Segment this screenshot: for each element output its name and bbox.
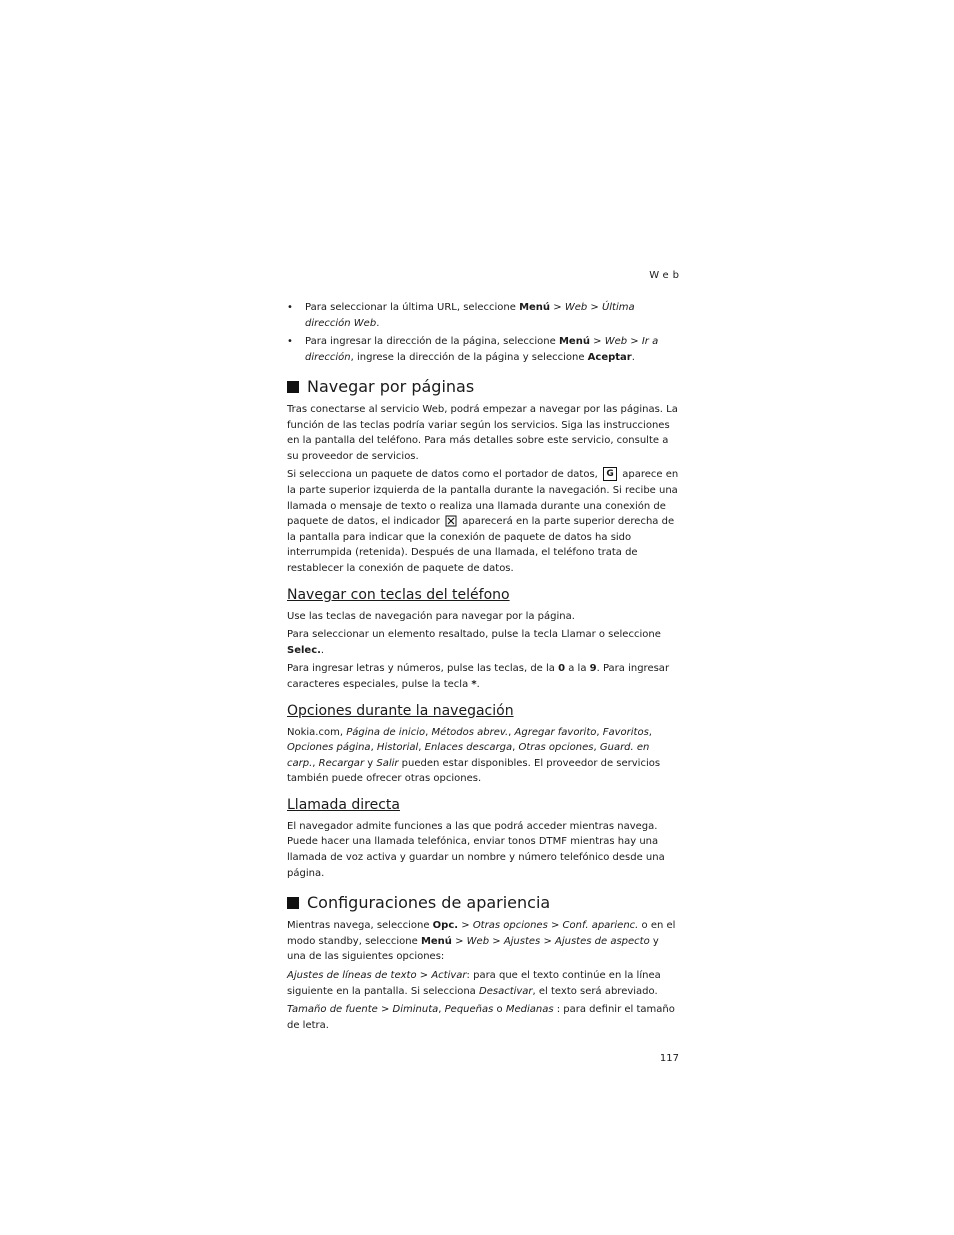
text: > xyxy=(540,935,556,947)
text: Para ingresar la dirección de la página, seleccione xyxy=(305,336,559,347)
menu-term: Medianas xyxy=(505,1004,554,1016)
section-heading xyxy=(287,893,679,913)
paragraph xyxy=(287,725,679,787)
text: o en el modo standby, seleccione xyxy=(287,920,676,947)
text: , xyxy=(418,742,425,754)
text: , xyxy=(648,726,652,738)
text: Para seleccionar un elemento resaltado, pulse la tecla Llamar o seleccione xyxy=(287,629,661,641)
square-bullet-icon xyxy=(287,897,299,909)
menu-term: Pequeñas xyxy=(444,1004,494,1016)
paragraph xyxy=(287,661,679,692)
text: > xyxy=(587,302,602,313)
paragraph: Use las teclas de navegación para navegar por la página. xyxy=(287,610,575,622)
page-number: 117 xyxy=(659,1053,679,1065)
paragraph: Tras conectarse al servicio Web, podrá empezar a navegar por las páginas. La función de las teclas podría variar según los servicios. Siga las instrucciones en la pantalla del teléfono. Para más detalles sobre este servicio, consulte a su proveedor de servicios. xyxy=(287,404,678,462)
menu-term: Menú xyxy=(519,302,551,313)
text: , xyxy=(508,726,515,738)
menu-term: Web xyxy=(564,302,588,313)
text: > xyxy=(458,920,473,932)
text: , xyxy=(512,742,519,754)
subsection-heading: Llamada directa xyxy=(287,796,401,813)
square-bullet-icon xyxy=(287,381,299,393)
text: > xyxy=(416,970,432,982)
list-item xyxy=(287,334,679,365)
menu-term: Última dirección Web xyxy=(305,302,635,329)
text: Para ingresar letras y números, pulse las teclas, de la xyxy=(287,663,559,675)
running-head: Web xyxy=(649,270,683,281)
paragraph xyxy=(287,968,679,999)
text: > xyxy=(547,920,563,932)
text: Para seleccionar la última URL, seleccione xyxy=(305,302,520,313)
menu-term: Opciones página xyxy=(287,742,371,754)
paragraph xyxy=(287,467,679,576)
text: . xyxy=(631,351,635,363)
menu-term: Historial xyxy=(376,742,419,754)
text: > xyxy=(627,336,642,347)
section-title: Configuraciones de apariencia xyxy=(307,893,551,913)
text: , xyxy=(593,742,600,754)
menu-term: Ajustes de aspecto xyxy=(555,935,650,947)
text: > xyxy=(489,935,504,947)
menu-term: Recargar xyxy=(318,757,365,769)
paragraph xyxy=(287,1002,679,1033)
text: Nokia.com, xyxy=(287,726,347,738)
text: a la xyxy=(565,663,590,675)
text: Mientras navega, seleccione xyxy=(287,920,433,932)
paragraph xyxy=(287,627,679,658)
bullet-list xyxy=(287,300,679,365)
menu-term: Selec. xyxy=(287,644,321,656)
menu-term: Favoritos xyxy=(602,726,649,738)
text: . xyxy=(376,317,380,329)
key-term: 0 xyxy=(558,663,566,675)
menu-term: Conf. aparienc. xyxy=(562,920,639,932)
text: : para que el texto continúe en la línea siguiente en la pantalla. Si selecciona xyxy=(287,970,661,997)
menu-term: Opc. xyxy=(432,920,459,932)
text: , xyxy=(438,1004,445,1016)
text: Si selecciona un paquete de datos como el portador de datos, xyxy=(287,469,598,481)
text: : para definir el tamaño de letra. xyxy=(287,1004,675,1031)
menu-term: Menú xyxy=(420,935,452,947)
menu-term: Guard. en carp. xyxy=(287,742,650,769)
menu-term: Web xyxy=(466,935,490,947)
subsection-heading: Opciones durante la navegación xyxy=(287,702,514,719)
text: aparece en la parte superior izquierda de la pantalla durante la navegación. Si recibe una llamada o mensaje de texto o realiza una llamada durante una conexión de paquete de datos, el indicador xyxy=(287,469,679,528)
menu-term: Web xyxy=(604,336,628,347)
paragraph xyxy=(287,918,679,965)
text: , xyxy=(370,742,377,754)
list-item xyxy=(287,300,679,331)
section-title: Navegar por páginas xyxy=(307,377,475,396)
text: . xyxy=(476,678,480,690)
text: > xyxy=(550,302,565,313)
menu-term: Página de inicio xyxy=(346,726,426,738)
section-heading xyxy=(287,377,679,397)
text: , el texto será abreviado. xyxy=(532,985,658,997)
menu-term: Tamaño de fuente xyxy=(287,1004,378,1016)
text: pueden estar disponibles. El proveedor de servicios también puede ofrecer otras opciones. xyxy=(287,757,661,785)
menu-term: Diminuta xyxy=(392,1004,439,1016)
menu-term: Desactivar xyxy=(479,985,533,997)
text: aparecerá en la parte superior derecha de la pantalla para indicar que la conexión de paquete de datos ha sido interrumpida (retenida). Después de una llamada, el teléfono trata de restablecer la conexión de paquete de datos. xyxy=(287,516,675,574)
menu-term: Otras opciones xyxy=(518,742,594,754)
text: . xyxy=(320,644,325,656)
text: , xyxy=(425,726,432,738)
text: > xyxy=(451,935,467,947)
menu-term: Menú xyxy=(558,336,590,347)
menu-term: Otras opciones xyxy=(472,920,548,932)
paragraph: El navegador admite funciones a las que podrá acceder mientras navega. Puede hacer una llamada telefónica, enviar tonos DTMF mientras hay una llamada de voz activa y guardar un nombre y número telefónico desde una página. xyxy=(287,820,665,879)
text: , xyxy=(596,726,603,738)
key-term: 9 xyxy=(589,663,597,675)
menu-term: Ajustes xyxy=(503,935,541,947)
text: > xyxy=(377,1004,393,1016)
menu-term: Salir xyxy=(376,757,399,769)
text: , xyxy=(312,757,319,769)
text: > xyxy=(589,336,605,347)
menu-term: Agregar favorito xyxy=(514,726,597,738)
menu-term: Enlaces descarga xyxy=(424,742,513,754)
text: , ingrese la dirección de la página y seleccione xyxy=(350,351,588,363)
text: y una de las siguientes opciones: xyxy=(287,935,659,963)
text: . Para ingresar caracteres especiales, pulse la tecla xyxy=(287,663,670,690)
menu-term: Ir a dirección xyxy=(305,336,659,363)
key-term: * xyxy=(471,678,477,690)
menu-term: Ajustes de líneas de texto xyxy=(287,970,417,982)
manual-page xyxy=(287,270,683,1065)
subsection-heading: Navegar con teclas del teléfono xyxy=(287,586,510,603)
menu-term: Activar xyxy=(431,970,467,982)
menu-term: Aceptar xyxy=(587,351,632,363)
text: y xyxy=(364,757,377,769)
text: o xyxy=(493,1004,506,1016)
gprs-icon: G xyxy=(603,467,617,481)
gprs-suspended-icon xyxy=(445,515,457,527)
menu-term: Métodos abrev. xyxy=(431,726,509,738)
